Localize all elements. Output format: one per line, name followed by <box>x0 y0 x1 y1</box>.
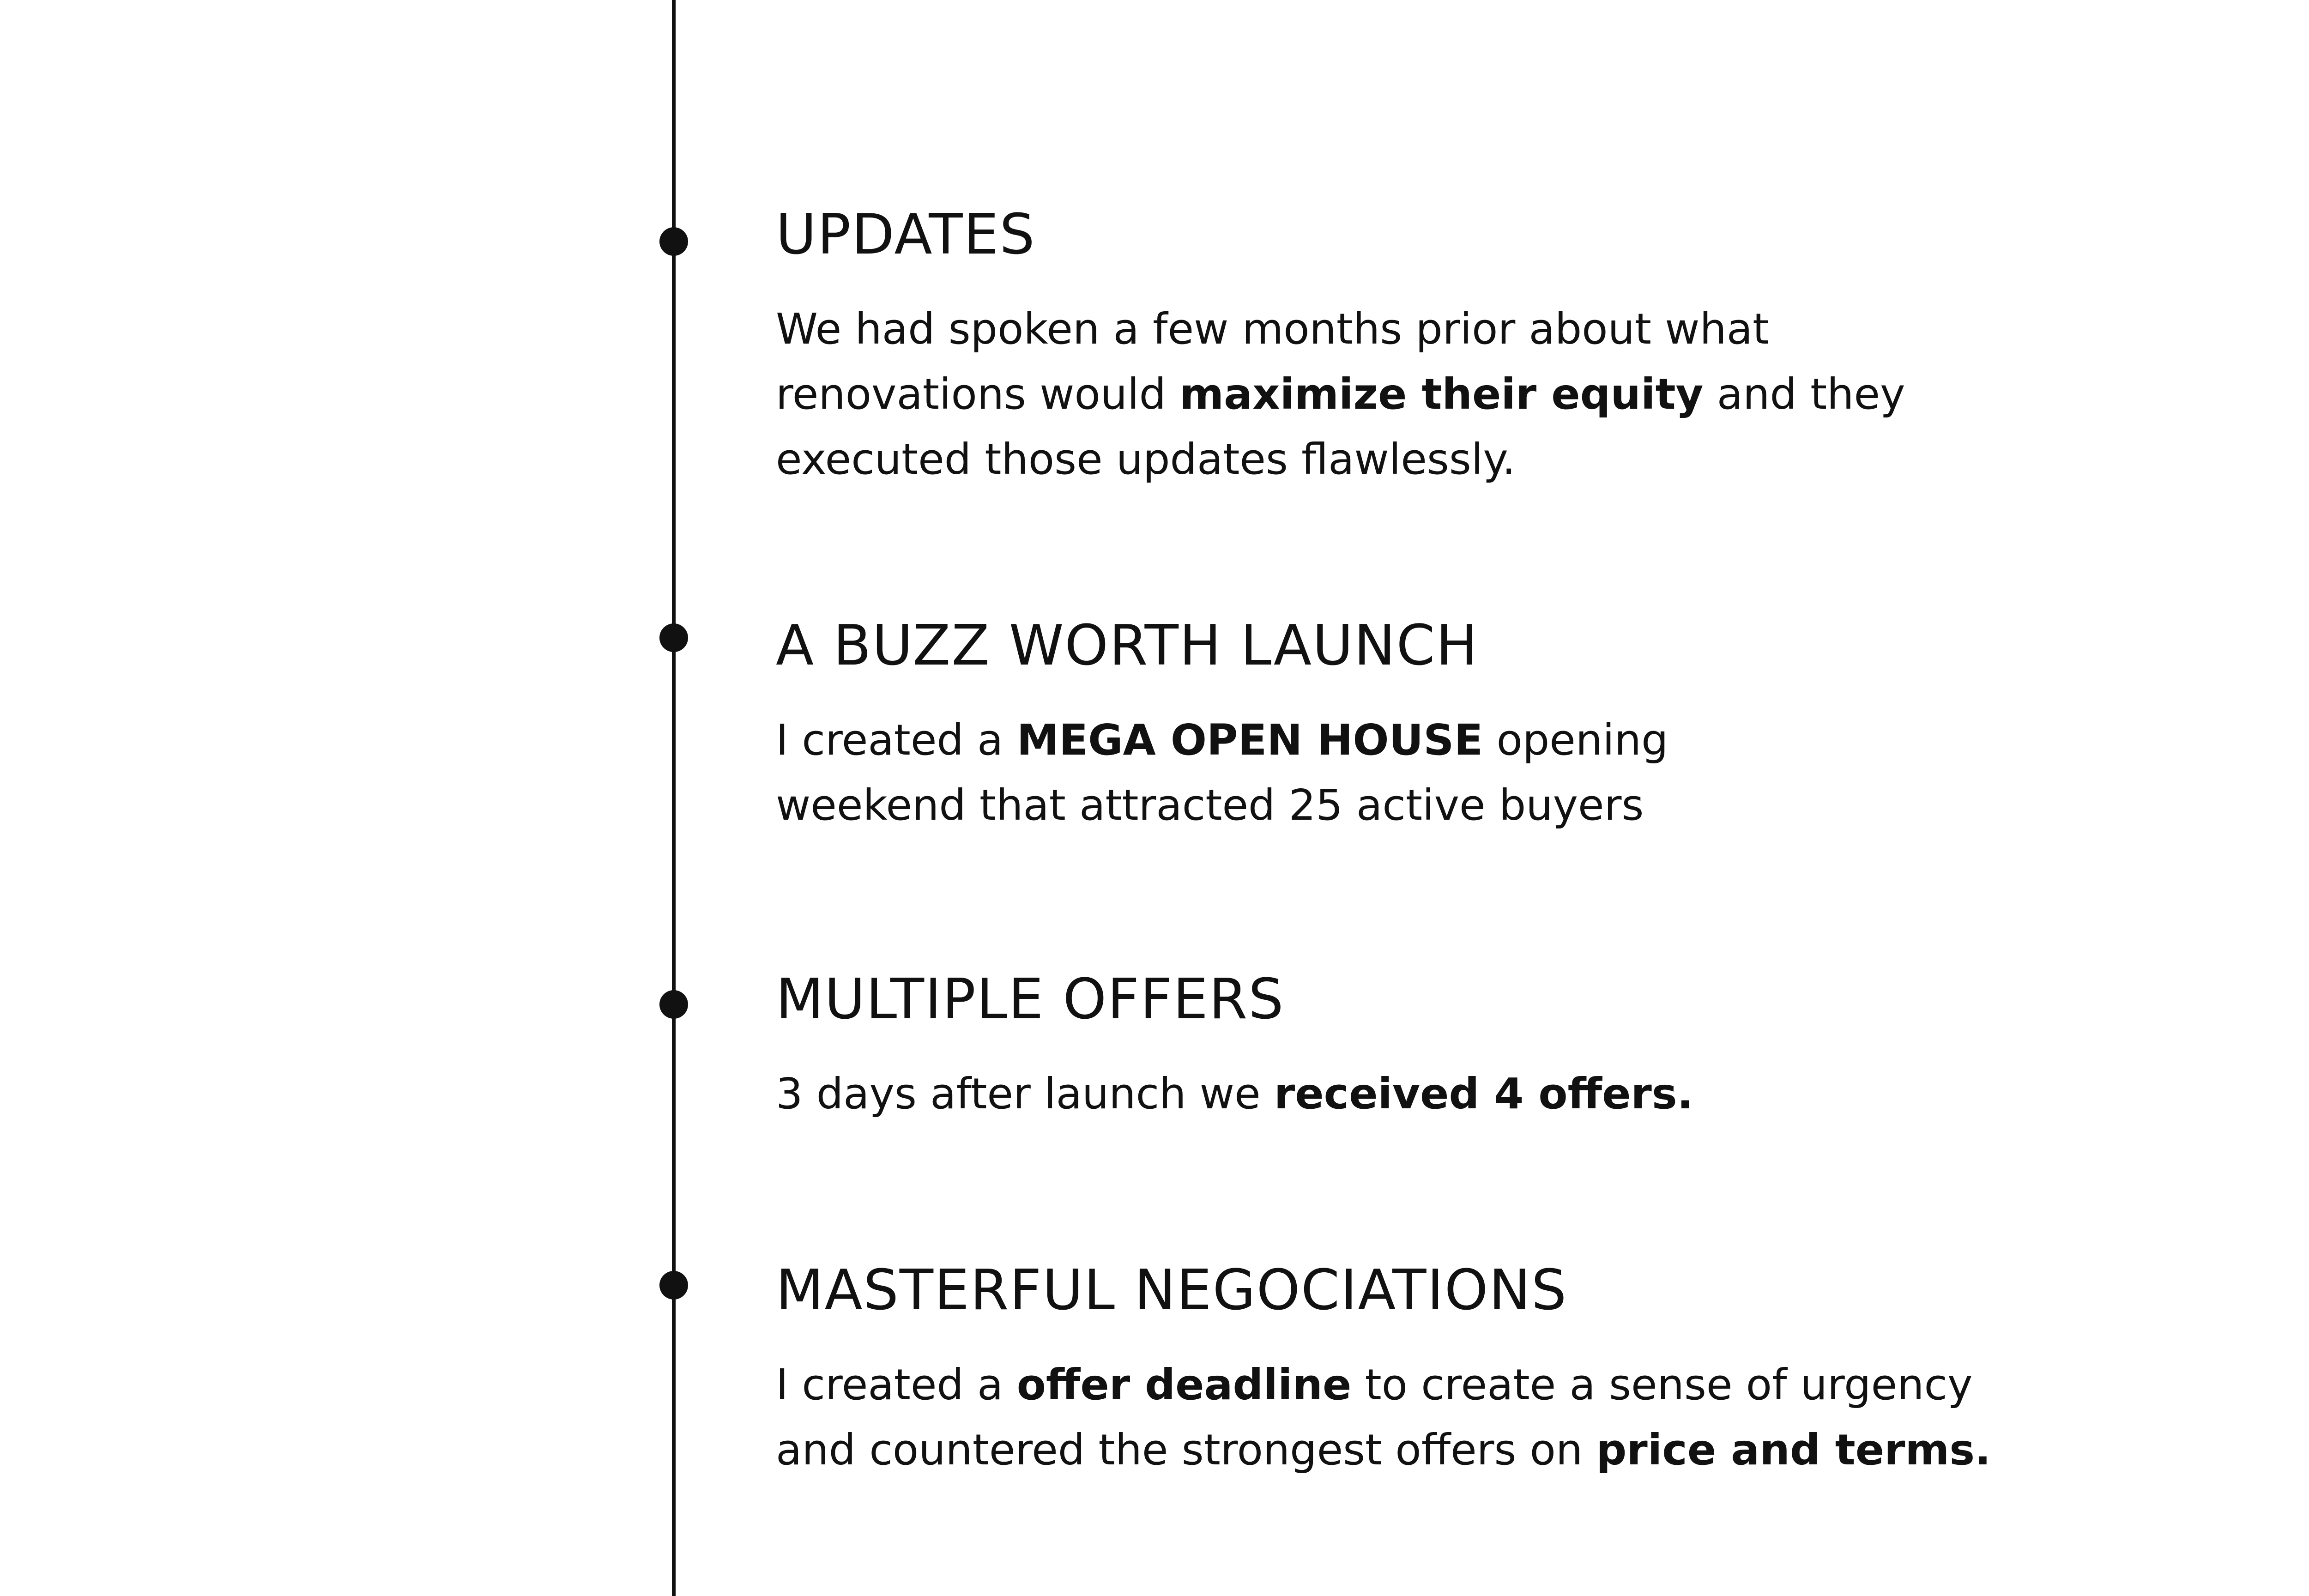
highlight-text: maximize their equity <box>1179 369 1704 419</box>
highlight-text: received 4 offers. <box>1274 1069 1693 1118</box>
entry-body: We had spoken a few months prior about what renovations would maximize their equity and they executed those updates flawlessly. <box>776 304 1905 484</box>
entry-title: A BUZZ WORTH LAUNCH <box>776 614 1479 678</box>
entry-title: UPDATES <box>776 203 1036 267</box>
entry-title: MASTERFUL NEGOCIATIONS <box>776 1258 1568 1323</box>
timeline-dot-updates <box>659 227 688 256</box>
timeline-dot-offers <box>659 990 688 1019</box>
entry-title: MULTIPLE OFFERS <box>776 967 1285 1032</box>
timeline-dot-launch <box>659 623 688 652</box>
timeline-entry-updates <box>776 203 2115 492</box>
entry-body: I created a MEGA OPEN HOUSE opening weekend that attracted 25 active buyers <box>776 715 1668 830</box>
entry-body: I created a offer deadline to create a sense of urgency and countered the strongest offers on price and terms. <box>776 1360 1991 1475</box>
highlight-text: MEGA OPEN HOUSE <box>1016 715 1483 765</box>
timeline-dot-negociations <box>659 1271 688 1300</box>
highlight-text: price and terms. <box>1596 1425 1991 1475</box>
highlight-text: offer deadline <box>1016 1360 1352 1409</box>
entry-body: 3 days after launch we received 4 offers. <box>776 1069 1693 1118</box>
timeline-entry-negociations <box>776 1259 2115 1482</box>
timeline-entry-offers <box>776 968 2115 1126</box>
timeline-entry-launch <box>776 614 2115 838</box>
